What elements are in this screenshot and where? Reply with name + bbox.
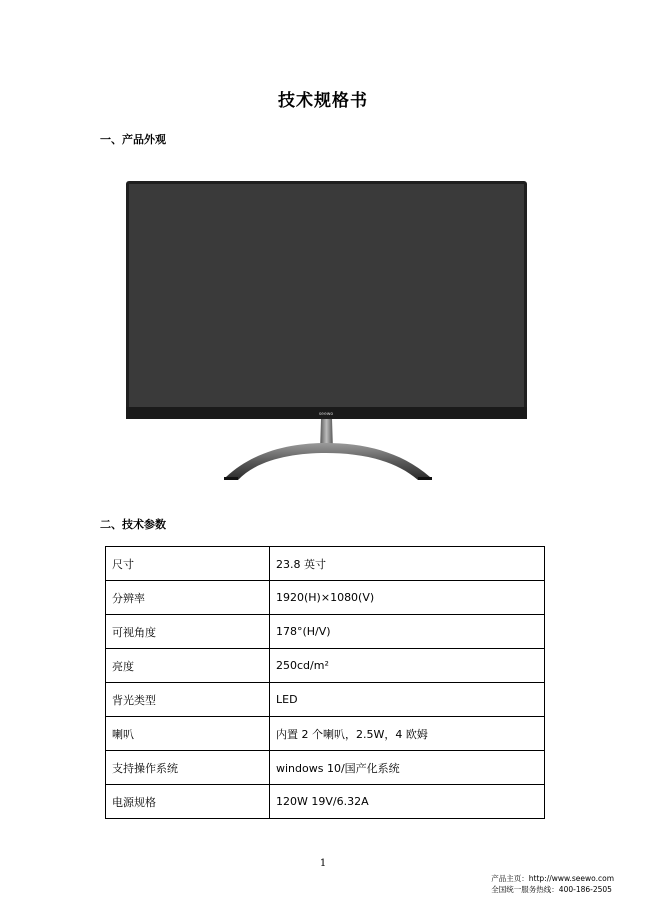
table-row: [106, 683, 545, 717]
spec-label: 背光类型: [106, 683, 270, 717]
spec-table: [105, 546, 545, 819]
table-row: [106, 547, 545, 581]
table-row: [106, 717, 545, 751]
spec-label: 可视角度: [106, 615, 270, 649]
spec-value: 内置 2 个喇叭，2.5W，4 欧姆: [270, 717, 545, 751]
page-number: 1: [319, 858, 327, 869]
monitor-screen: [129, 184, 524, 407]
spec-label: 分辨率: [106, 581, 270, 615]
spec-label: 亮度: [106, 649, 270, 683]
monitor-image: [126, 181, 528, 481]
table-row: [106, 649, 545, 683]
spec-value: 178°(H/V): [270, 615, 545, 649]
spec-label: 电源规格: [106, 785, 270, 819]
spec-value: windows 10/国产化系统: [270, 751, 545, 785]
spec-value: 250cd/m²: [270, 649, 545, 683]
spec-value: 1920(H)×1080(V): [270, 581, 545, 615]
section-heading-appearance: 一、产品外观: [100, 133, 166, 146]
spec-value: LED: [270, 683, 545, 717]
spec-label: 喇叭: [106, 717, 270, 751]
page-footer: [491, 873, 614, 895]
table-row: [106, 581, 545, 615]
footer-homepage: 产品主页：http://www.seewo.com: [491, 874, 614, 883]
section-heading-specs: 二、技术参数: [100, 518, 166, 531]
spec-value: 23.8 英寸: [270, 547, 545, 581]
spec-value: 120W 19V/6.32A: [270, 785, 545, 819]
document-title: 技术规格书: [278, 91, 368, 111]
table-row: [106, 751, 545, 785]
monitor-stand-base: [224, 443, 432, 480]
table-row: [106, 785, 545, 819]
table-row: [106, 615, 545, 649]
monitor-illustration: [126, 181, 528, 481]
spec-label: 尺寸: [106, 547, 270, 581]
spec-label: 支持操作系统: [106, 751, 270, 785]
footer-hotline: 全国统一服务热线：400-186-2505: [491, 885, 612, 894]
monitor-logo: seewo: [318, 412, 334, 417]
